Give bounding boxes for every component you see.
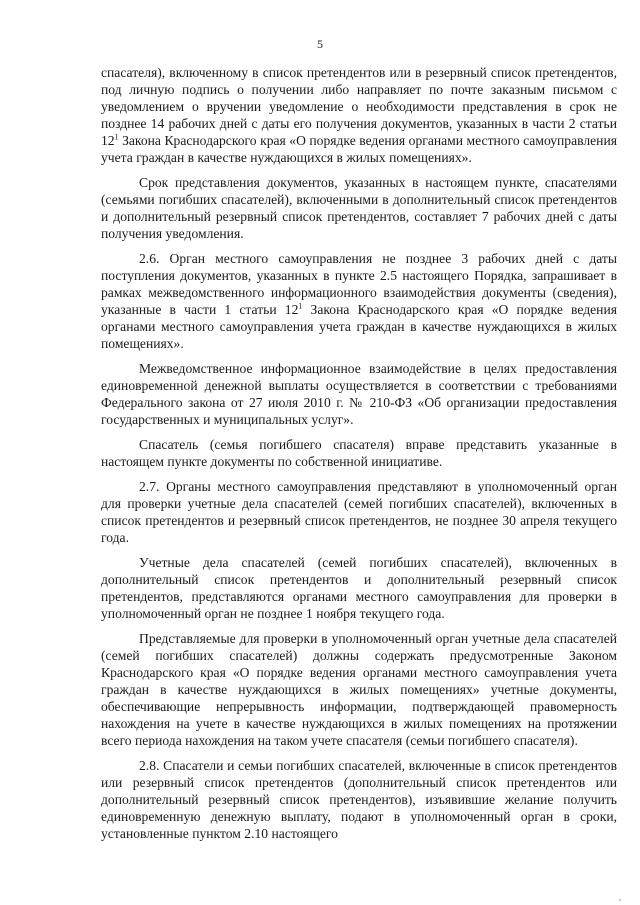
paragraph-p8	[101, 630, 617, 749]
paragraph-text: спасателя), включенному в список претендентов или в резервный список претендентов, под личную подпись о получении либо направляет по почте заказным письмом с уведомлением о вручении уведомление о необходимости представления в срок не позднее 14 рабочих дней с даты его получения документов, указанных в части 2 статьи 12	[101, 65, 617, 148]
paragraph-text: 2.7. Органы местного самоуправления представляют в уполномоченный орган для проверки учетные дела спасателей (семей погибших спасателей), включенных в список претендентов и резервный список претендентов, не позднее 30 апреля текущего года.	[101, 479, 617, 545]
paragraph-text: Межведомственное информационное взаимодействие в целях предоставления единовременной денежной выплаты осуществляется в соответствии с требованиями Федерального закона от 27 июля 2010 г. № 210-ФЗ «Об организации предоставления государственных и муниципальных услуг».	[101, 361, 617, 427]
superscript: 1	[298, 301, 303, 311]
paragraph-text: Спасатель (семья погибшего спасателя) вправе представить указанные в настоящем пункте документы по собственной инициативе.	[101, 437, 617, 469]
paragraph-p6	[101, 478, 617, 546]
paragraph-text: Закона Краснодарского края «О порядке ведения органами местного самоуправления учета граждан в качестве нуждающихся в жилых помещениях».	[101, 302, 617, 351]
paragraph-p3	[101, 250, 617, 352]
paragraph-p1	[101, 64, 617, 166]
paragraph-p4	[101, 360, 617, 428]
paragraph-text: Представляемые для проверки в уполномоченный орган учетные дела спасателей (семей погибших спасателей) должны содержать предусмотренные Законом Краснодарского края «О порядке ведения органами местного самоуправления учета граждан в качестве нуждающихся в жилых помещениях» учетные документы, обеспечивающие непрерывность информации, подтверждающей правомерность нахождения на учете в качестве нуждающихся в жилых помещениях на протяжении всего периода нахождения на таком учете спасателя (семьи погибшего спасателя).	[101, 631, 617, 748]
page-number: 5	[317, 37, 323, 51]
paragraph-text: Срок представления документов, указанных в настоящем пункте, спасателями (семьями погибших спасателей), включенными в дополнительный список претендентов и дополнительный резервный список претендентов, составляет 7 рабочих дней с даты получения уведомления.	[101, 175, 617, 241]
paragraph-p5	[101, 436, 617, 470]
corner-mark: ,	[619, 893, 621, 902]
paragraph-p9	[101, 757, 617, 842]
paragraph-text: Закона Краснодарского края «О порядке ведения органами местного самоуправления учета граждан в качестве нуждающихся в жилых помещениях».	[101, 133, 617, 165]
paragraph-text: 2.6. Орган местного самоуправления не позднее 3 рабочих дней с даты поступления документов, указанных в пункте 2.5 настоящего Порядка, запрашивает в рамках межведомственного информационного взаимодействия документы (сведения), указанные в части 1 статьи 12	[101, 251, 617, 317]
paragraph-p7	[101, 554, 617, 622]
paragraph-text: 2.8. Спасатели и семьи погибших спасателей, включенные в список претендентов или резервный список претендентов (дополнительный список претендентов или дополнительный резервный список претендентов), изъявившие желание получить единовременную денежную выплату, подают в уполномоченный орган в сроки, установленные пунктом 2.10 настоящего	[101, 758, 617, 841]
paragraph-text: Учетные дела спасателей (семей погибших спасателей), включенных в дополнительный список претендентов и дополнительный резервный список претендентов, представляются органами местного самоуправления для проверки в уполномоченный орган не позднее 1 ноября текущего года.	[101, 555, 617, 621]
paragraph-p2	[101, 174, 617, 242]
superscript: 1	[114, 132, 119, 142]
document-body	[101, 64, 617, 842]
